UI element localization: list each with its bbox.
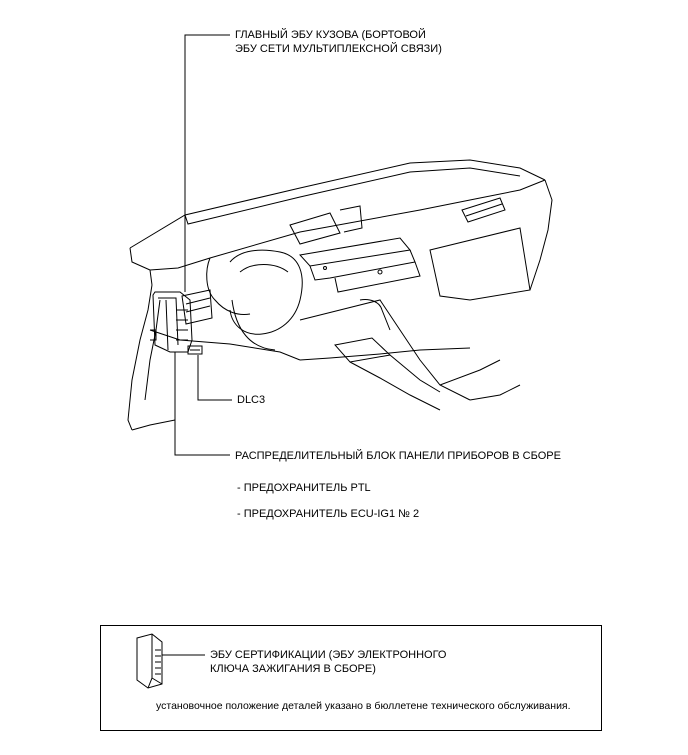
body-ecu-junction-block — [150, 292, 202, 354]
certification-ecu-label-line2: КЛЮЧА ЗАЖИГАНИЯ В СБОРЕ) — [210, 663, 376, 675]
leader-lines — [175, 35, 232, 455]
body-ecu-label — [235, 28, 442, 56]
legend-note: установочное положение деталей указано в бюллетене технического обслуживания. — [156, 700, 571, 712]
junction-block-label: РАСПРЕДЕЛИТЕЛЬНЫЙ БЛОК ПАНЕЛИ ПРИБОРОВ В СБОРЕ — [235, 450, 561, 462]
legend-box — [100, 625, 602, 731]
fuse-ptl-label: - ПРЕДОХРАНИТЕЛЬ PTL — [237, 482, 371, 494]
certification-ecu-label-line1: ЭБУ СЕРТИФИКАЦИИ (ЭБУ ЭЛЕКТРОННОГО — [210, 649, 447, 661]
dashboard-outline — [128, 160, 552, 430]
fuse-ecu-ig1-label: - ПРЕДОХРАНИТЕЛЬ ECU-IG1 № 2 — [237, 508, 420, 520]
body-ecu-label-line1: ГЛАВНЫЙ ЭБУ КУЗОВА (БОРТОВОЙ — [235, 29, 426, 41]
certification-ecu-label — [210, 648, 446, 676]
body-ecu-label-line2: ЭБУ СЕТИ МУЛЬТИПЛЕКСНОЙ СВЯЗИ) — [235, 43, 442, 55]
dlc3-label: DLC3 — [237, 394, 266, 406]
